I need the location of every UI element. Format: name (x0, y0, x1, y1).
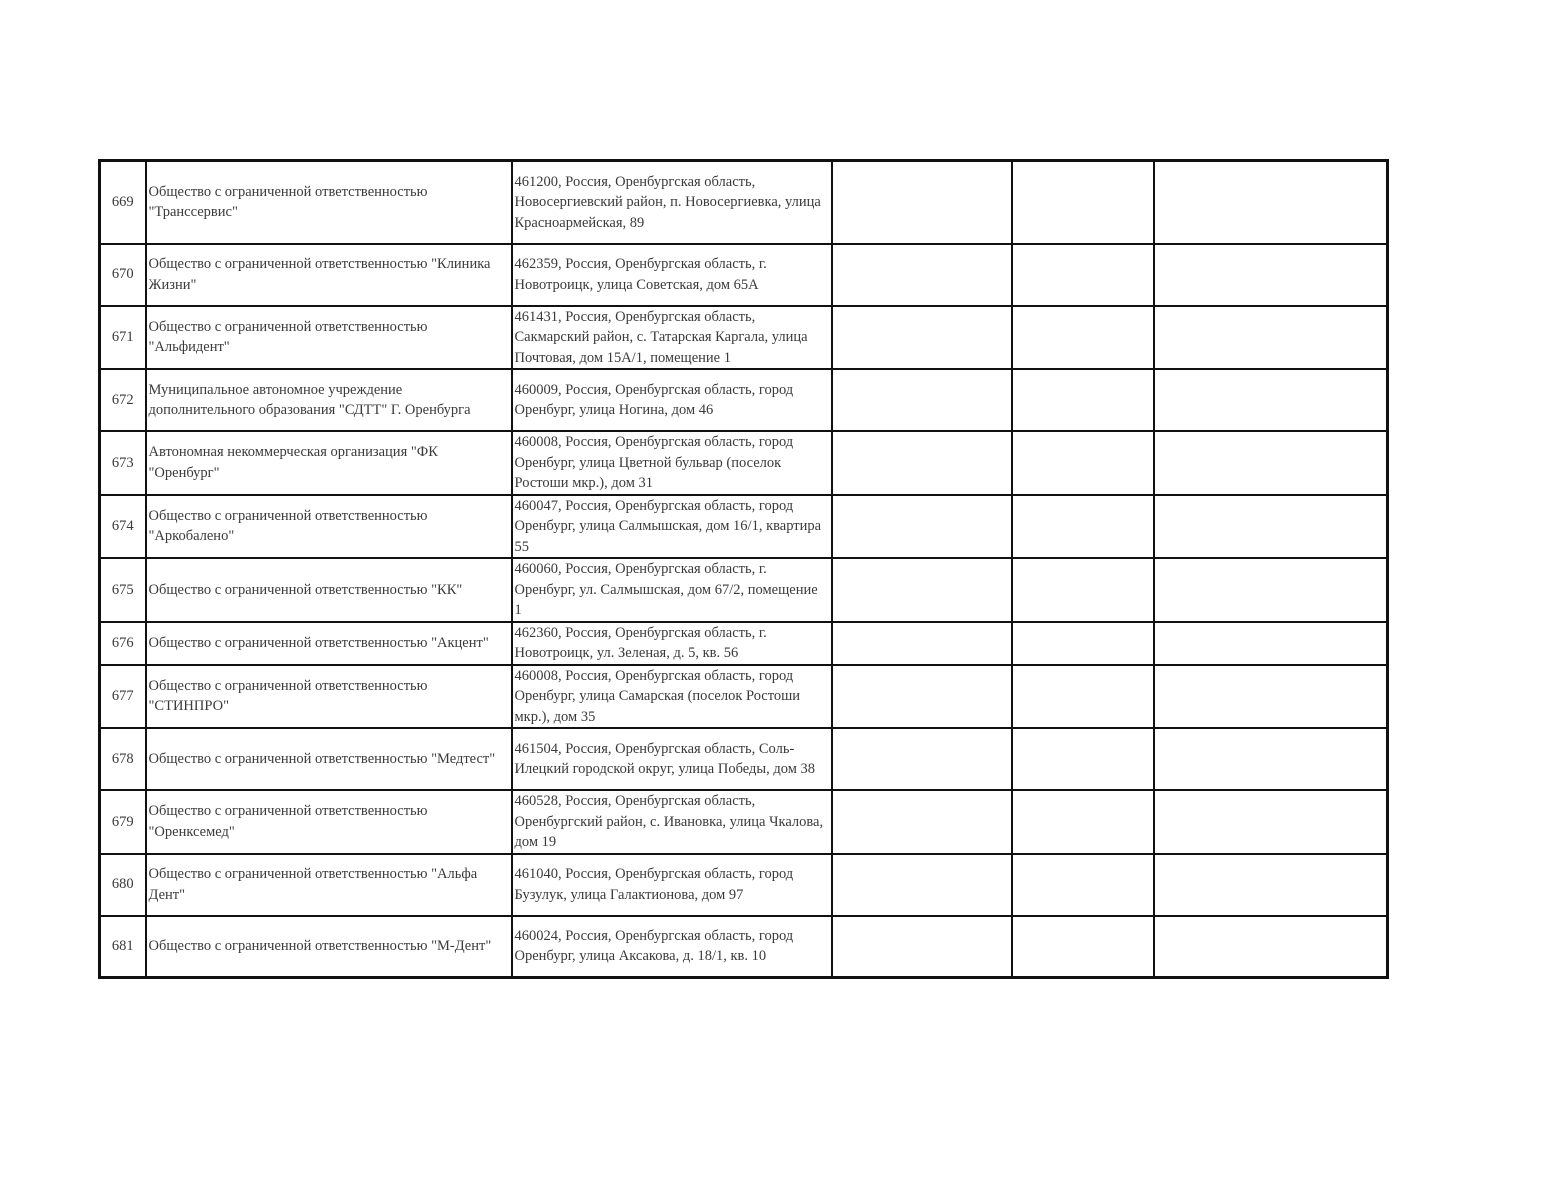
empty-cell (1154, 622, 1388, 665)
row-number: 679 (100, 790, 146, 854)
row-number: 671 (100, 306, 146, 370)
empty-cell (1012, 495, 1154, 559)
registry-table (98, 159, 1389, 979)
organization-name: Общество с ограниченной ответственностью "М-Дент" (146, 916, 512, 978)
organization-name: Общество с ограниченной ответственностью "Клиника Жизни" (146, 244, 512, 306)
organization-address: 460060, Россия, Оренбургская область, г. Оренбург, ул. Салмышская, дом 67/2, помещение 1 (512, 558, 832, 622)
empty-cell (832, 558, 1012, 622)
empty-cell (1012, 916, 1154, 978)
empty-cell (1154, 244, 1388, 306)
organization-address: 460024, Россия, Оренбургская область, город Оренбург, улица Аксакова, д. 18/1, кв. 10 (512, 916, 832, 978)
empty-cell (832, 622, 1012, 665)
empty-cell (832, 790, 1012, 854)
empty-cell (1154, 431, 1388, 495)
empty-cell (1012, 306, 1154, 370)
organization-name: Общество с ограниченной ответственностью "Альфа Дент" (146, 854, 512, 916)
row-number: 676 (100, 622, 146, 665)
organization-name: Муниципальное автономное учреждение дополнительного образования "СДТТ" Г. Оренбурга (146, 369, 512, 431)
empty-cell (832, 244, 1012, 306)
organization-name: Общество с ограниченной ответственностью "СТИНПРО" (146, 665, 512, 729)
table-row (100, 728, 1388, 790)
table-row (100, 916, 1388, 978)
empty-cell (832, 161, 1012, 244)
organization-name: Общество с ограниченной ответственностью "Транссервис" (146, 161, 512, 244)
organization-name: Общество с ограниченной ответственностью "Аркобалено" (146, 495, 512, 559)
row-number: 675 (100, 558, 146, 622)
empty-cell (1154, 495, 1388, 559)
row-number: 674 (100, 495, 146, 559)
table-row (100, 431, 1388, 495)
table-row (100, 622, 1388, 665)
row-number: 672 (100, 369, 146, 431)
empty-cell (832, 728, 1012, 790)
empty-cell (1154, 728, 1388, 790)
empty-cell (1012, 161, 1154, 244)
empty-cell (1012, 665, 1154, 729)
organization-name: Общество с ограниченной ответственностью "КК" (146, 558, 512, 622)
empty-cell (1012, 431, 1154, 495)
table-row (100, 244, 1388, 306)
row-number: 673 (100, 431, 146, 495)
empty-cell (1012, 369, 1154, 431)
table-row (100, 558, 1388, 622)
empty-cell (1154, 161, 1388, 244)
organization-address: 461431, Россия, Оренбургская область, Сакмарский район, с. Татарская Каргала, улица Почтовая, дом 15А/1, помещение 1 (512, 306, 832, 370)
empty-cell (832, 854, 1012, 916)
organization-address: 460047, Россия, Оренбургская область, город Оренбург, улица Салмышская, дом 16/1, квартира 55 (512, 495, 832, 559)
organization-address: 461040, Россия, Оренбургская область, город Бузулук, улица Галактионова, дом 97 (512, 854, 832, 916)
empty-cell (1012, 244, 1154, 306)
empty-cell (832, 369, 1012, 431)
organization-address: 461504, Россия, Оренбургская область, Соль-Илецкий городской округ, улица Победы, дом 38 (512, 728, 832, 790)
empty-cell (1012, 854, 1154, 916)
organization-address: 460008, Россия, Оренбургская область, город Оренбург, улица Самарская (поселок Ростоши мкр.), дом 35 (512, 665, 832, 729)
row-number: 681 (100, 916, 146, 978)
row-number: 680 (100, 854, 146, 916)
table-row (100, 369, 1388, 431)
empty-cell (832, 665, 1012, 729)
empty-cell (1154, 369, 1388, 431)
empty-cell (1012, 558, 1154, 622)
organization-name: Общество с ограниченной ответственностью "Оренксемед" (146, 790, 512, 854)
table-row (100, 790, 1388, 854)
organization-name: Общество с ограниченной ответственностью "Медтест" (146, 728, 512, 790)
table-row (100, 306, 1388, 370)
table-row (100, 495, 1388, 559)
empty-cell (1154, 558, 1388, 622)
empty-cell (1154, 854, 1388, 916)
organization-address: 460009, Россия, Оренбургская область, город Оренбург, улица Ногина, дом 46 (512, 369, 832, 431)
organization-name: Автономная некоммерческая организация "ФК "Оренбург" (146, 431, 512, 495)
empty-cell (832, 431, 1012, 495)
row-number: 678 (100, 728, 146, 790)
empty-cell (1154, 665, 1388, 729)
empty-cell (1154, 916, 1388, 978)
empty-cell (832, 306, 1012, 370)
empty-cell (1154, 790, 1388, 854)
row-number: 669 (100, 161, 146, 244)
row-number: 670 (100, 244, 146, 306)
empty-cell (1012, 622, 1154, 665)
table-row (100, 665, 1388, 729)
organization-address: 462360, Россия, Оренбургская область, г. Новотроицк, ул. Зеленая, д. 5, кв. 56 (512, 622, 832, 665)
organization-address: 460528, Россия, Оренбургская область, Оренбургский район, с. Ивановка, улица Чкалова, дом 19 (512, 790, 832, 854)
organization-name: Общество с ограниченной ответственностью "Альфидент" (146, 306, 512, 370)
organization-address: 462359, Россия, Оренбургская область, г. Новотроицк, улица Советская, дом 65А (512, 244, 832, 306)
empty-cell (1154, 306, 1388, 370)
organization-address: 461200, Россия, Оренбургская область, Новосергиевский район, п. Новосергиевка, улица Красноармейская, 89 (512, 161, 832, 244)
organization-address: 460008, Россия, Оренбургская область, город Оренбург, улица Цветной бульвар (поселок Ростоши мкр.), дом 31 (512, 431, 832, 495)
empty-cell (1012, 790, 1154, 854)
row-number: 677 (100, 665, 146, 729)
table-row (100, 161, 1388, 244)
empty-cell (832, 495, 1012, 559)
empty-cell (832, 916, 1012, 978)
registry-table-body (100, 161, 1388, 978)
organization-name: Общество с ограниченной ответственностью "Акцент" (146, 622, 512, 665)
empty-cell (1012, 728, 1154, 790)
table-row (100, 854, 1388, 916)
registry-sheet (98, 159, 1386, 979)
